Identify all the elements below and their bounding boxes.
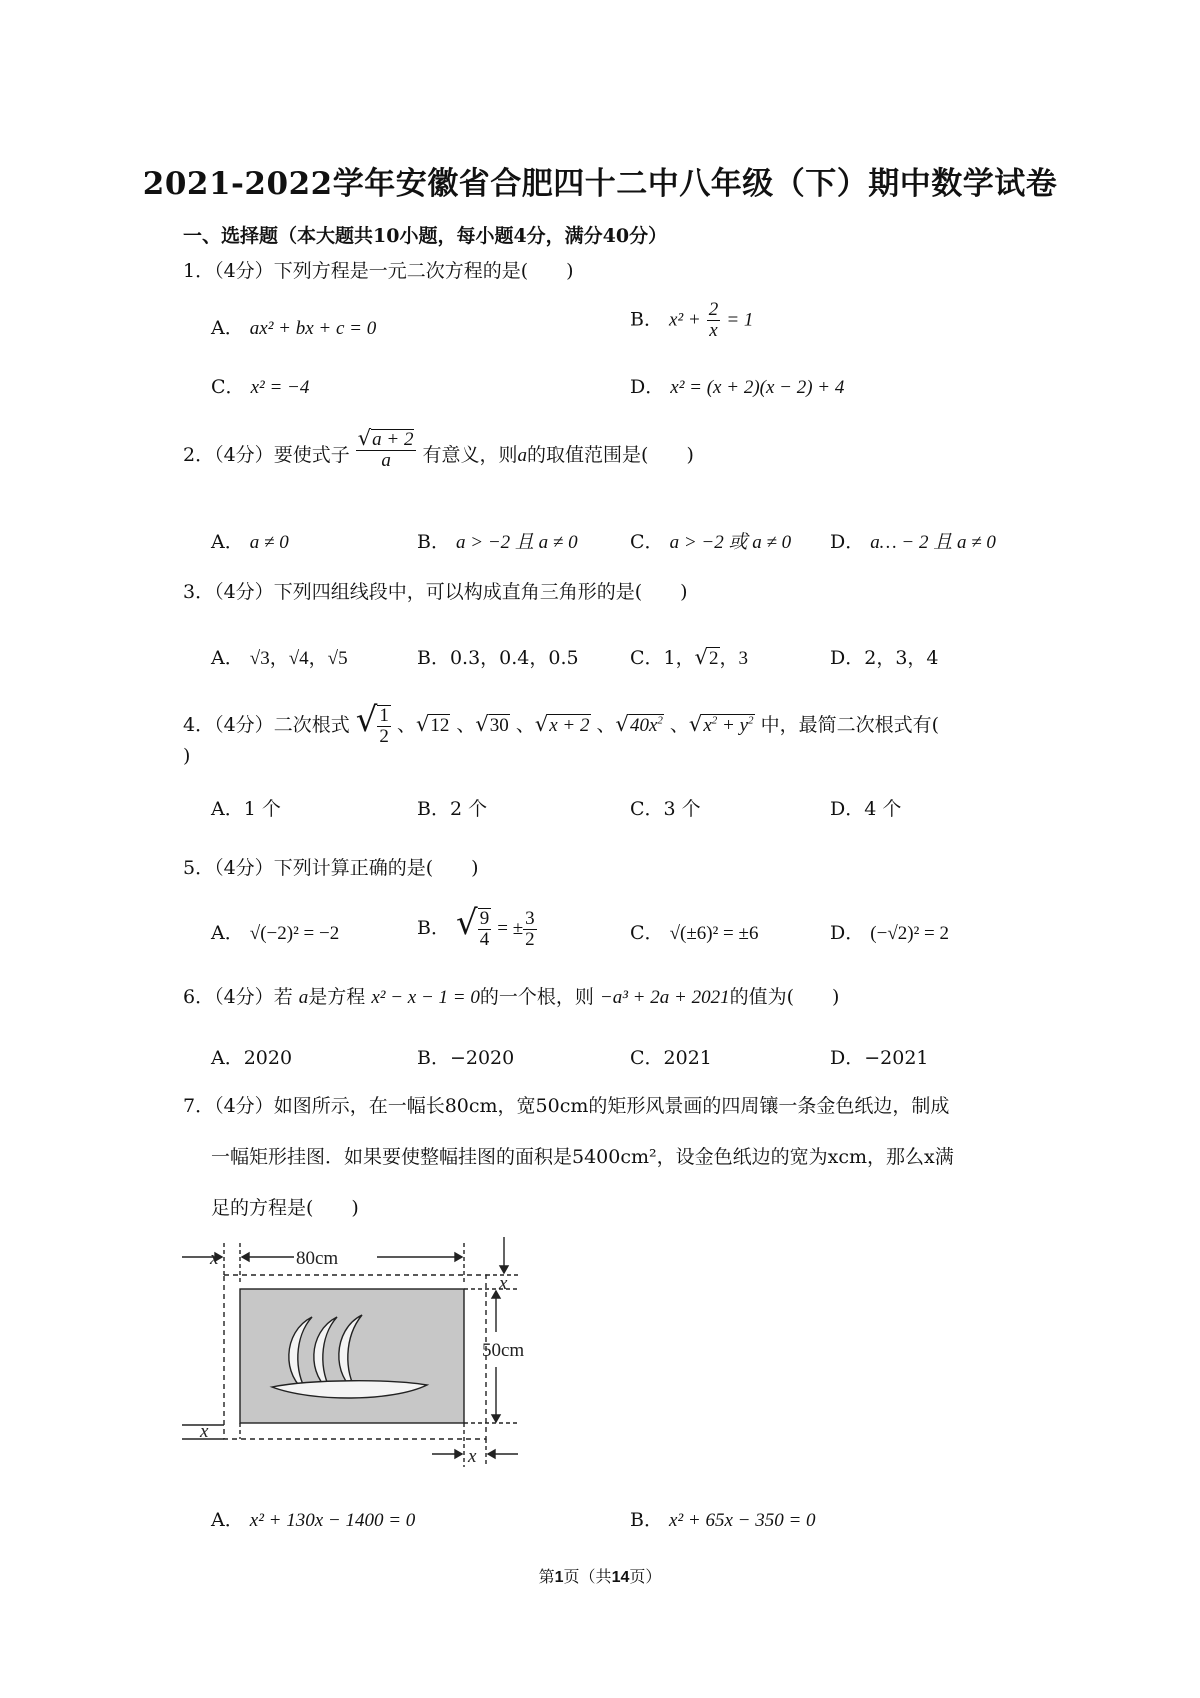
q1-option-a[interactable]: A． ax² + bx + c = 0 — [211, 317, 377, 339]
q4-option-b[interactable]: B．2 个 — [417, 798, 488, 820]
q5-option-b[interactable]: B． √ $\frac{9}{4}$ = ± $\frac{3}{2}$ — [417, 903, 535, 950]
q6-option-b[interactable]: B．−2020 — [417, 1047, 515, 1069]
q4-option-a[interactable]: A．1 个 — [211, 798, 281, 820]
q6-option-c[interactable]: C．2021 — [630, 1047, 712, 1069]
painting-rect — [240, 1289, 464, 1423]
question-7-line-3: 足的方程是( ) — [211, 1197, 359, 1219]
question-2: 2．（4分）要使式子 $\frac{√a + 2}{a}$ 有意义，则a的取值范围是( ) — [183, 426, 694, 471]
q6-option-a[interactable]: A．2020 — [211, 1047, 293, 1069]
page-footer: 第1页（共14页） — [538, 1567, 662, 1586]
q7-option-b[interactable]: B． x² + 65x − 350 = 0 — [630, 1509, 816, 1531]
figure-x-label-bottom-left: x — [200, 1421, 209, 1442]
question-5: 5．（4分）下列计算正确的是( ) — [183, 857, 479, 879]
question-7-line-2: 一幅矩形挂图．如果要使整幅挂图的面积是5400cm²，设金色纸边的宽为xcm，那么x满 — [211, 1146, 954, 1168]
q3-option-a[interactable]: A． √3，√4，√5 — [211, 647, 348, 669]
framed-painting-figure — [182, 1237, 542, 1482]
figure-x-label-right: x — [499, 1273, 508, 1294]
q5-option-d[interactable]: D． (−√2)² = 2 — [830, 922, 949, 944]
section-heading: 一、选择题（本大题共10小题，每小题4分，满分40分） — [183, 225, 668, 247]
q3-option-b[interactable]: B．0.3，0.4，0.5 — [417, 647, 579, 669]
question-7: 7．（4分）如图所示，在一幅长80cm，宽50cm的矩形风景画的四周镶一条金色纸边，制成 — [183, 1095, 950, 1117]
question-3: 3．（4分）下列四组线段中，可以构成直角三角形的是( ) — [183, 581, 688, 603]
q2-option-a[interactable]: A． a ≠ 0 — [211, 531, 289, 553]
q3-option-c[interactable]: C．1，√2，3 — [630, 645, 749, 669]
q5-option-c[interactable]: C． √(±6)² = ±6 — [630, 922, 759, 944]
q2-option-c[interactable]: C． a > −2 或 a ≠ 0 — [630, 531, 792, 553]
figure-x-label-bottom-right: x — [468, 1446, 477, 1467]
q7-option-a[interactable]: A． x² + 130x − 1400 = 0 — [211, 1509, 416, 1531]
q5-option-a[interactable]: A． √(−2)² = −2 — [211, 922, 340, 944]
question-4-closing: ) — [183, 745, 191, 767]
question-1: 1．（4分）下列方程是一元二次方程的是( ) — [183, 260, 574, 282]
q4-option-c[interactable]: C．3 个 — [630, 798, 701, 820]
q4-option-d[interactable]: D．4 个 — [830, 798, 902, 820]
figure-length-label: 80cm — [296, 1248, 339, 1269]
question-6: 6．（4分）若 a是方程 x² − x − 1 = 0的一个根，则 −a³ + 2a + 2021的值为( ) — [183, 986, 840, 1008]
question-4: 4．（4分）二次根式 √ $\frac{1}{2}$ 、√12 、√30 、√x + 2 、$√40x^2$ 、$√x^2 + y^2$ 中，最简二次根式有( — [183, 700, 939, 747]
q1-option-d[interactable]: D． x² = (x + 2)(x − 2) + 4 — [630, 376, 845, 398]
page-title: 2021-2022学年安徽省合肥四十二中八年级（下）期中数学试卷 — [142, 166, 1058, 202]
figure-width-label: 50cm — [482, 1340, 525, 1361]
q1-option-b[interactable]: B． x² + $\frac{2}{x}$ = 1 — [630, 299, 754, 341]
q2-option-d[interactable]: D． a… − 2 且 a ≠ 0 — [830, 531, 996, 553]
q3-option-d[interactable]: D．2，3，4 — [830, 647, 939, 669]
q6-option-d[interactable]: D．−2021 — [830, 1047, 929, 1069]
q2-option-b[interactable]: B． a > −2 且 a ≠ 0 — [417, 531, 578, 553]
q1-option-c[interactable]: C． x² = −4 — [211, 376, 310, 398]
figure-x-label-top: x — [210, 1248, 219, 1269]
